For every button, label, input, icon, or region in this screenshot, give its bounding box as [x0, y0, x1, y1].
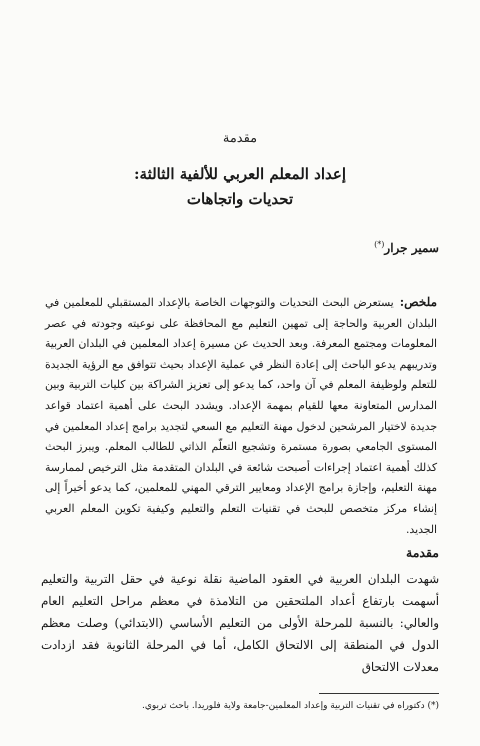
intro-heading: مقدمة: [406, 545, 439, 560]
author-name: [374, 240, 439, 255]
abstract-text: يستعرض البحث التحديات والتوجهات الخاصة بالإعداد المستقبلي للمعلمين في البلدان العربية والحاجة إلى تمهين التعليم مع المحافظة على نوعيته وجودته في عصر المعلومات ومجتمع المعرفة. وبعد الحديث عن مسيرة إعداد المعلمين في البلدان العربية وتدريبهم يدعو الباحث إلى إعادة النظر في عملية الإعداد بحيث تتوافق مع الرؤية الجديدة للتعلم ولوظيفة المعلم في آن واحد، كما يدعو إلى تعزيز الشراكة بين كليات التربية وبين المدارس المتعاونة معها للقيام بمهمة الإعداد. ويشدد البحث على أهمية اعتماد قواعد جديدة لاختيار المرشحين لدخول مهنة التعليم مع السعي لتجديد برامج إعداد المعلمين في المستوى الجامعي بصورة مستمرة وتشجيع التعلّم الذاتي للطالب المعلم. ويبرز البحث كذلك أهمية اعتماد إجراءات أصبحت شائعة في البلدان المتقدمة مثل الترخيص لممارسة مهنة التعليم، وإجازة برامج الإعداد ومعايير الترقي المهني للمعلمين، كما يدعو أخيراً إلى إنشاء مركز متخصص للبحث في تقنيات التعلم والتعليم وكيفية تكوين المعلم العربي الجديد.: [45, 296, 437, 536]
footnote: [39, 699, 439, 713]
abstract: [45, 292, 437, 540]
abstract-label: ملخص:: [399, 295, 437, 309]
section-label: مقدمة: [222, 131, 258, 146]
footnote-divider: [319, 693, 439, 694]
intro-body: [41, 568, 439, 678]
footnote-text: دكتوراه في تقنيات التربية وإعداد المعلمين-جامعة ولاية فلوريدا. باحث تربوي.: [141, 701, 425, 711]
author-name-text: سمير جرار: [384, 241, 439, 255]
footnote-mark: (*): [427, 701, 439, 711]
title-line-1: إعداد المعلم العربي للألفية الثالثة:: [133, 165, 346, 183]
paper-title: [0, 162, 480, 212]
author-footnote-mark: (*): [374, 240, 385, 249]
title-line-2: تحديات واتجاهات: [186, 190, 294, 208]
intro-paragraph: شهدت البلدان العربية في العقود الماضية نقلة نوعية في حقل التربية والتعليم أسهمت بارتفاع أعداد الملتحقين من التلامذة في معظم مراحل التعليم العام والعالي: بالنسبة للمرحلة الأولى من التعليم الأساسي (الابتدائي) وصلت معظم الدول في المنطقة إلى الالتحاق الكامل، أما في المرحلة الثانوية فقد ازدادت معدلات الالتحاق: [41, 572, 439, 674]
